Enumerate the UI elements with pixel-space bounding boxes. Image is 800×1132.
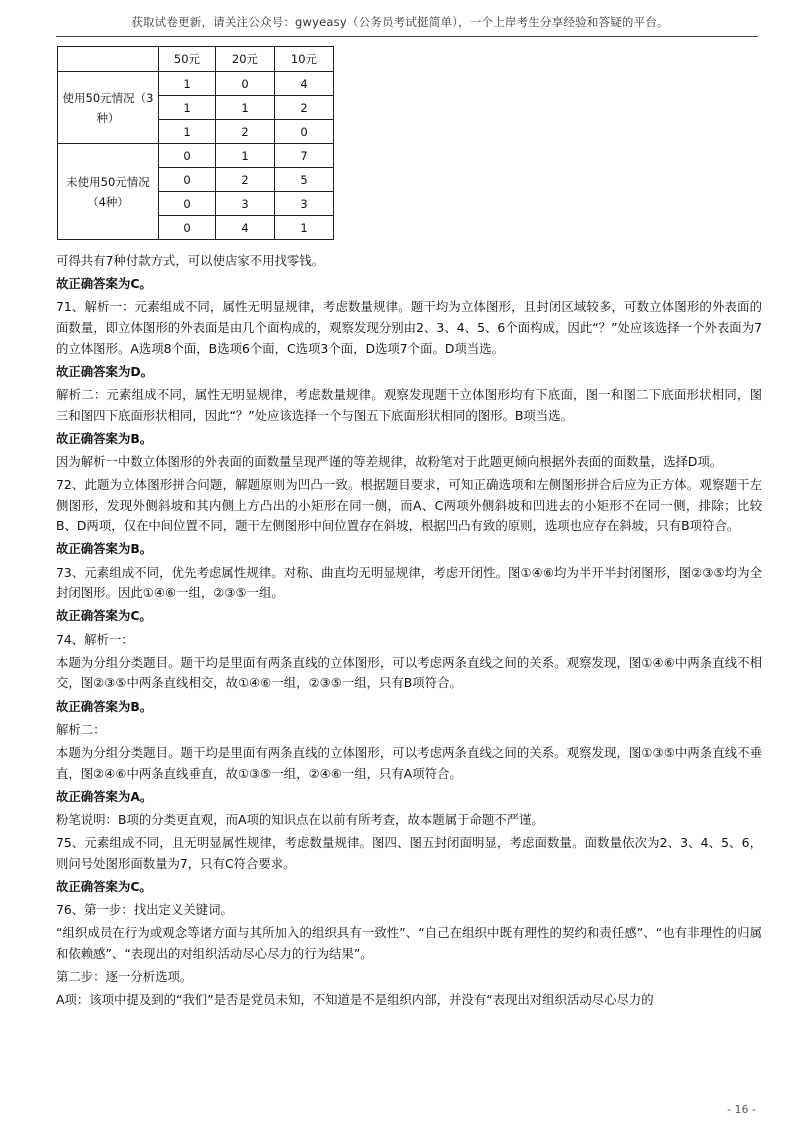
table-cell: 2 bbox=[216, 168, 275, 192]
table-header-10: 10元 bbox=[275, 47, 334, 72]
answer-line: 故正确答案为D。 bbox=[56, 363, 154, 379]
paragraph: 75、元素组成不同，且无明显属性规律，考虑数量规律。图四、图五封闭面明显，考虑面数量。面数量依次为2、3、4、5、6，则问号处图形面数量为7，只有C符合要求。 bbox=[56, 835, 762, 871]
table-cell: 5 bbox=[275, 168, 334, 192]
table-header-blank bbox=[58, 47, 159, 72]
paragraph: 因为解析一中数立体图形的外表面的面数量呈现严谨的等差规律，故粉笔对于此题更倾向根据外表面的面数量，选择D项。 bbox=[56, 453, 723, 469]
paragraph: A项：该项中提及到的“我们”是否是党员未知，不知道是不是组织内部，并没有“表现出对组织活动尽心尽力的 bbox=[56, 992, 654, 1008]
table-cell: 3 bbox=[275, 192, 334, 216]
answer-line: 故正确答案为C。 bbox=[56, 276, 152, 292]
paragraph: 73、元素组成不同，优先考虑属性规律。对称、曲直均无明显规律，考虑开闭性。图①④⑥均为半开半封闭图形，图②③⑤均为全封闭图形。因此①④⑥一组，②③⑤一组。 bbox=[56, 564, 762, 601]
answer-line: 故正确答案为C。 bbox=[56, 878, 152, 894]
paragraph: 76、第一步：找出定义关键词。 bbox=[56, 902, 233, 918]
paragraph: 71、解析一：元素组成不同，属性无明显规律，考虑数量规律。题干均为立体图形，且封闭区域较多，可数立体图形的外表面的面数量，即立体图形的外表面是由几个面构成的，观察发现分别由2、3、4、5、6个面构成，因此“？”处应该选择一个外表面为7的立体图形。A选项8个面，B选项6个面，C选项3个面，D选项7个面。D项当选。 bbox=[56, 299, 762, 356]
paragraph: 74、解析一： bbox=[56, 631, 134, 647]
table-group-label: 未使用50元情况（4种） bbox=[58, 144, 159, 240]
table-cell: 3 bbox=[216, 192, 275, 216]
paragraph: 本题为分组分类题目。题干均是里面有两条直线的立体图形，可以考虑两条直线之间的关系。观察发现，图①③⑤中两条直线不垂直，图②④⑥中两条直线垂直，故①③⑤一组，②④⑥一组，只有A项符合。 bbox=[56, 744, 762, 781]
table-cell: 1 bbox=[159, 120, 216, 144]
table-cell: 0 bbox=[159, 144, 216, 168]
answer-line: 故正确答案为B。 bbox=[56, 541, 153, 557]
header-rule bbox=[56, 36, 758, 37]
table-header-20: 20元 bbox=[216, 47, 275, 72]
table-group-label: 使用50元情况（3种） bbox=[58, 72, 159, 144]
page-header: 获取试卷更新，请关注公众号：gwyeasy（公务员考试挺简单），一个上岸考生分享经验和答疑的平台。 bbox=[131, 15, 669, 29]
answer-line: 故正确答案为C。 bbox=[56, 608, 152, 624]
paragraph: 72、此题为立体图形拼合问题，解题原则为凹凸一致。根据题目要求，可知正确选项和左侧图形拼合后应为正方体。观察题干左侧图形，发现外侧斜坡和其内侧上方凸出的小矩形在同一侧，而A、C两项外侧斜坡和凹进去的小矩形不在同一侧，排除；比较B、D两项，仅在中间位置不同，题干左侧图形中间位置存在斜坡，根据凹凸有致的原则，选项也应存在斜坡，只有B项符合。 bbox=[56, 477, 762, 534]
table-cell: 0 bbox=[216, 72, 275, 96]
table-cell: 0 bbox=[275, 120, 334, 144]
table-cell: 4 bbox=[216, 216, 275, 240]
explanation-body bbox=[56, 251, 762, 1013]
table-cell: 2 bbox=[275, 96, 334, 120]
answer-line: 故正确答案为B。 bbox=[56, 430, 153, 446]
answer-line: 故正确答案为B。 bbox=[56, 698, 153, 714]
table-cell: 1 bbox=[216, 144, 275, 168]
table-cell: 0 bbox=[159, 168, 216, 192]
table-cell: 2 bbox=[216, 120, 275, 144]
table-cell: 4 bbox=[275, 72, 334, 96]
answer-line: 故正确答案为A。 bbox=[56, 788, 153, 804]
table-cell: 1 bbox=[159, 96, 216, 120]
paragraph: “组织成员在行为或观念等诸方面与其所加入的组织具有一致性”、“自己在组织中既有理性的契约和责任感”、“也有非理性的归属和依赖感”、“表现出的对组织活动尽心尽力的行为结果”。 bbox=[56, 925, 762, 961]
paragraph: 解析二：元素组成不同，属性无明显规律，考虑数量规律。观察发现题干立体图形均有下底面，图一和图二下底面形状相同，图三和图四下底面形状相同，因此“？”处应该选择一个与图五下底面形状相同的图形。B项当选。 bbox=[56, 386, 762, 423]
table-cell: 1 bbox=[159, 72, 216, 96]
paragraph: 粉笔说明：B项的分类更直观，而A项的知识点在以前有所考查，故本题属于命题不严谨。 bbox=[56, 811, 544, 827]
paragraph: 本题为分组分类题目。题干均是里面有两条直线的立体图形，可以考虑两条直线之间的关系。观察发现，图①④⑥中两条直线不相交，图②③⑤中两条直线相交，故①④⑥一组，②③⑤一组，只有B项符合。 bbox=[56, 654, 762, 691]
table-cell: 1 bbox=[216, 96, 275, 120]
table-header-50: 50元 bbox=[159, 47, 216, 72]
page-number: - 16 - bbox=[727, 1103, 756, 1116]
paragraph: 可得共有7种付款方式，可以使店家不用找零钱。 bbox=[56, 253, 325, 268]
paragraph: 第二步：逐一分析选项。 bbox=[56, 969, 193, 985]
paragraph: 解析二： bbox=[56, 721, 106, 737]
payment-table bbox=[57, 46, 334, 240]
table-cell: 0 bbox=[159, 216, 216, 240]
table-cell: 0 bbox=[159, 192, 216, 216]
table-cell: 7 bbox=[275, 144, 334, 168]
table-cell: 1 bbox=[275, 216, 334, 240]
